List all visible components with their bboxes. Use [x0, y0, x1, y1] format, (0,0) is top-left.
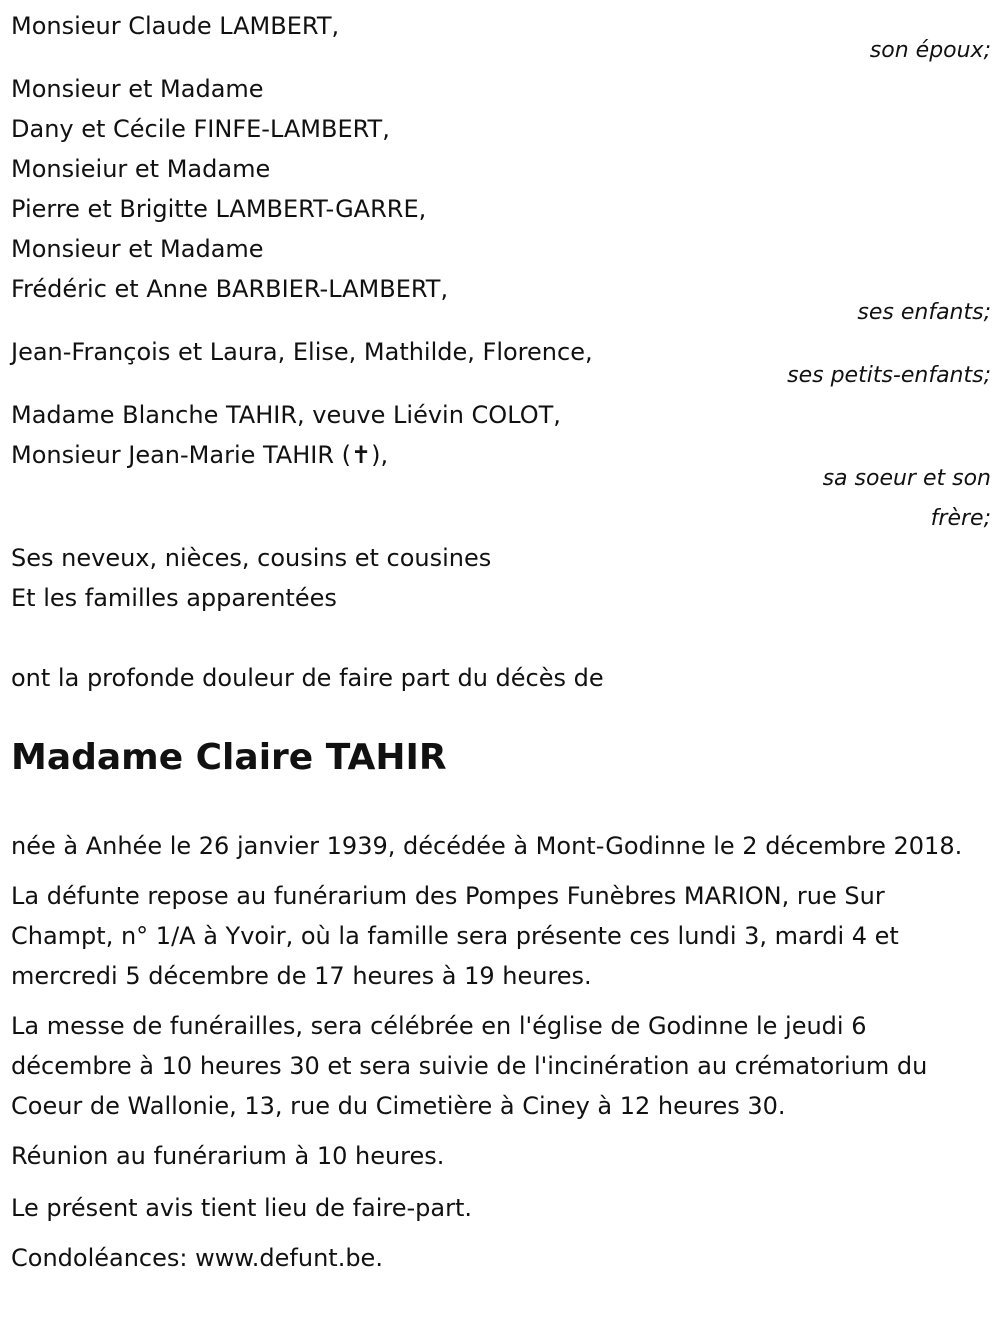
sibling-line: Madame Blanche TAHIR, veuve Liévin COLOT,: [11, 401, 561, 429]
extended-family-line: Et les familles apparentées: [11, 584, 337, 612]
husband-role: son époux;: [869, 38, 991, 63]
notice-body: [11, 826, 991, 1278]
husband-name: Monsieur Claude LAMBERT,: [11, 12, 340, 40]
siblings-role: sa soeur et son: [822, 466, 991, 491]
extended-family-line: Ses neveux, nièces, cousins et cousines: [11, 544, 492, 572]
sibling-line: Monsieur Jean-Marie TAHIR (✝),: [11, 441, 389, 469]
deceased-name-block: [11, 736, 991, 780]
children-line: Monsieur et Madame: [11, 235, 264, 263]
reunion-paragraph: Réunion au funérarium à 10 heures.: [11, 1142, 445, 1170]
grandchildren-role: ses petits-enfants;: [787, 363, 991, 388]
children-line: Monsieiur et Madame: [11, 155, 271, 183]
funeral-mass-paragraph: La messe de funérailles, sera célébrée en l'église de Godinne le jeudi 6 décembre à 10 heures 30 et sera suivie de l'incinération au crématorium du Coeur de Wallonie, 13, rue du Cimetière à Ciney à 12 heures 30.: [11, 1012, 928, 1120]
siblings-role: frère;: [930, 506, 991, 531]
notice-paragraph: Le présent avis tient lieu de faire-part.: [11, 1194, 473, 1222]
funerarium-paragraph: La défunte repose au funérarium des Pompes Funèbres MARION, rue Sur Champt, n° 1/A à Yvoir, où la famille sera présente ces lundi 3, mardi 4 et mercredi 5 décembre de 17 heures à 19 heures.: [11, 882, 899, 990]
children-line: Pierre et Brigitte LAMBERT-GARRE,: [11, 195, 427, 223]
children-line: Monsieur et Madame: [11, 75, 264, 103]
deceased-name: Madame Claire TAHIR: [11, 737, 447, 778]
children-role: ses enfants;: [857, 300, 991, 325]
condolences-paragraph: Condoléances: www.defunt.be.: [11, 1244, 383, 1272]
birth-death-paragraph: née à Anhée le 26 janvier 1939, décédée à Mont-Godinne le 2 décembre 2018.: [11, 832, 963, 860]
grandchildren-line: Jean-François et Laura, Elise, Mathilde, Florence,: [11, 338, 593, 366]
children-line: Dany et Cécile FINFE-LAMBERT,: [11, 115, 390, 143]
children-line: Frédéric et Anne BARBIER-LAMBERT,: [11, 275, 449, 303]
announcement: ont la profonde douleur de faire part du décès de: [11, 664, 604, 692]
